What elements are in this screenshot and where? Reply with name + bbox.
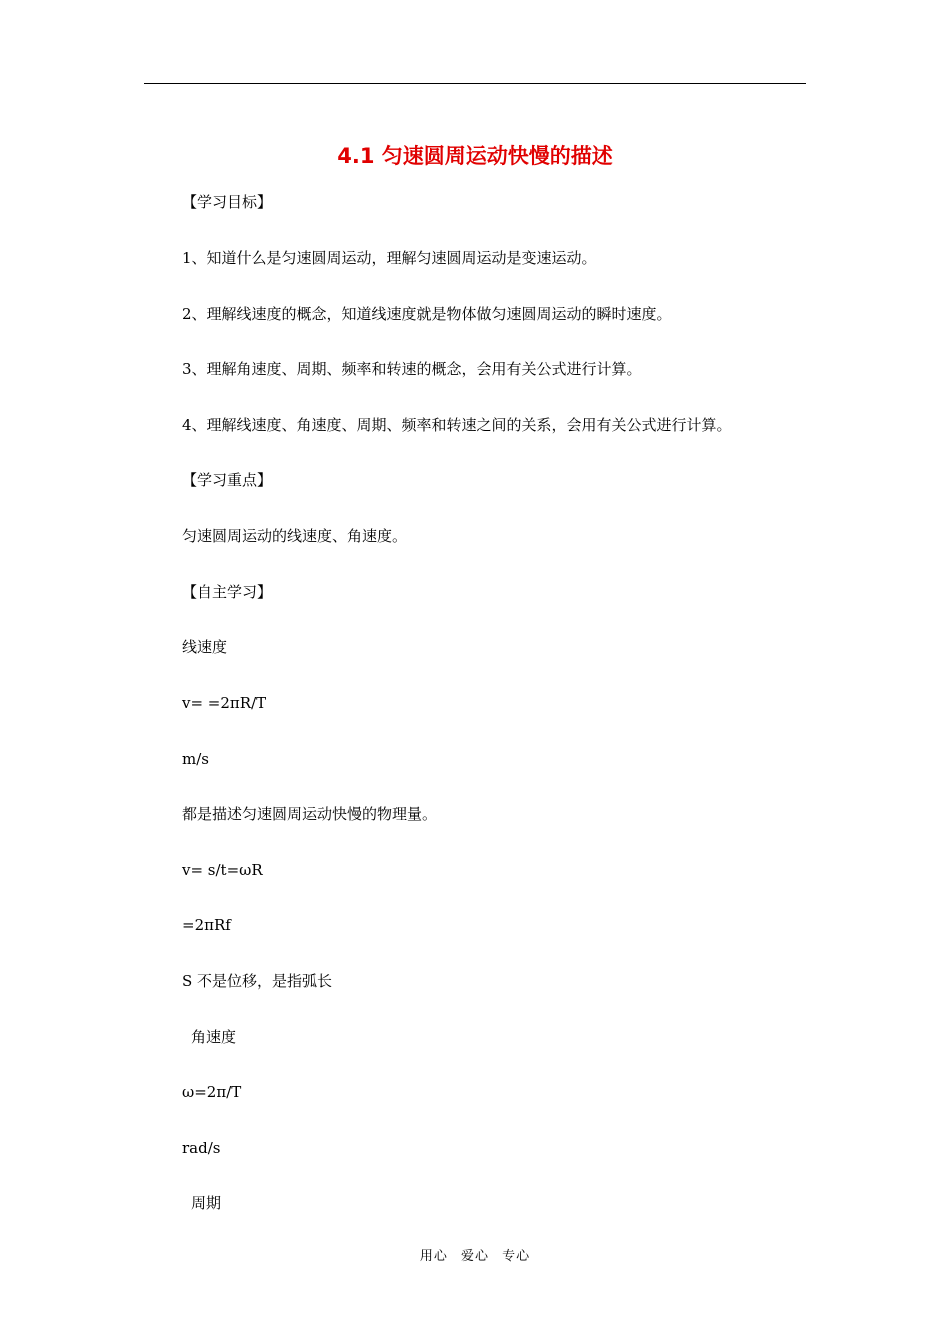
section-heading-learning-goals: 【学习目标】 <box>182 193 273 211</box>
page-footer: 用心 爱心 专心 <box>419 1249 531 1264</box>
angular-velocity-unit: rad/s <box>182 1139 221 1157</box>
period-label: 周期 <box>191 1194 222 1212</box>
linear-velocity-label: 线速度 <box>182 638 228 656</box>
goal-item-4: 4、理解线速度、角速度、周期、频率和转速之间的关系，会用有关公式进行计算。 <box>182 416 732 434</box>
section-heading-key-points: 【学习重点】 <box>182 471 273 489</box>
linear-velocity-unit: m/s <box>182 750 209 768</box>
document-title: 4.1 匀速圆周运动快慢的描述 <box>337 144 613 168</box>
goal-item-1: 1、知道什么是匀速圆周运动，理解匀速圆周运动是变速运动。 <box>182 249 597 267</box>
section-heading-self-study: 【自主学习】 <box>182 583 273 601</box>
linear-velocity-formula: v= =2πR/T <box>182 694 267 712</box>
goal-item-2: 2、理解线速度的概念，知道线速度就是物体做匀速圆周运动的瞬时速度。 <box>182 305 672 323</box>
key-point-text: 匀速圆周运动的线速度、角速度。 <box>182 527 408 545</box>
linear-velocity-formula-2: v= s/t=ωR <box>182 861 263 879</box>
goal-item-3: 3、理解角速度、周期、频率和转速的概念，会用有关公式进行计算。 <box>182 360 642 378</box>
header-rule <box>144 83 806 84</box>
arc-length-note: S 不是位移，是指弧长 <box>182 972 333 990</box>
description-text: 都是描述匀速圆周运动快慢的物理量。 <box>182 805 438 823</box>
linear-velocity-formula-3: =2πRf <box>182 916 231 934</box>
angular-velocity-formula: ω=2π/T <box>182 1083 242 1101</box>
angular-velocity-label: 角速度 <box>191 1028 237 1046</box>
